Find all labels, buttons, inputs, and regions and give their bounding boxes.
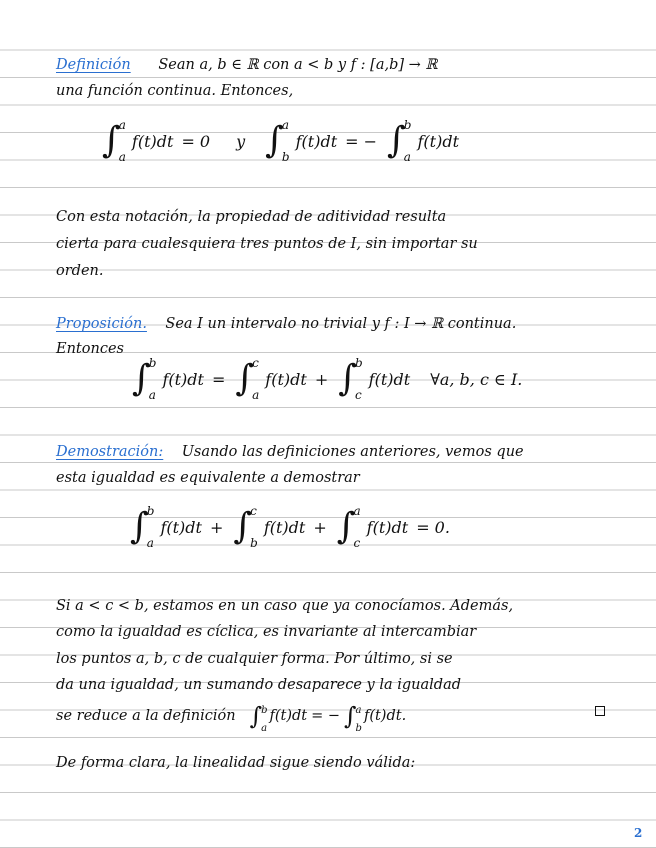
demostracion-equation (128, 504, 458, 550)
integrand-p3: f(t)dt (368, 369, 411, 389)
demostracion-line-2: esta igualdad es equivalente a demostrar (56, 470, 360, 486)
inline-integral-2: ∫ a b (344, 702, 362, 734)
equals-sign: = (211, 369, 226, 389)
integrand-p1: f(t)dt (162, 369, 204, 389)
inline-integrand-2: f(t)dt. (363, 708, 407, 724)
demostracion-line-1 (56, 443, 524, 461)
paragraph1-line-3: orden. (56, 263, 104, 279)
integrand-2: f(t)dt (295, 131, 338, 151)
proposicion-equation (130, 356, 522, 402)
inline-op: = − (311, 708, 341, 724)
definicion-equation (100, 118, 459, 164)
integral-2: ∫ a b (265, 118, 290, 164)
plus-sign: + (314, 369, 329, 389)
paragraph2-line-3: los puntos a, b, c de cualquier forma. Por último, si se (56, 651, 453, 667)
paragraph2-line-4: da una igualdad, un sumando desaparece y la igualdad (56, 677, 461, 693)
paragraph1-line-2: cierta para cualesquiera tres puntos de I, sin importar su (56, 236, 478, 252)
integral-p1: ∫ b a (132, 356, 157, 402)
integral-p3: ∫ b c (338, 356, 363, 402)
integrand-1: f(t)dt (131, 131, 174, 151)
paragraph2-line-2: como la igualdad es cíclica, es invariante al intercambiar (56, 624, 477, 640)
eq-rhs-zero: = 0. (416, 517, 450, 537)
integral-1: ∫ a a (102, 118, 126, 164)
proposicion-line-2: Entonces (56, 341, 124, 357)
integrand-d1: f(t)dt (160, 517, 202, 537)
integral-d3: ∫ a c (336, 504, 361, 550)
plus-sign-2: + (313, 517, 327, 537)
integrand-3: f(t)dt (417, 131, 459, 151)
eq-op-2: = − (345, 131, 378, 151)
integral-d1: ∫ b a (130, 504, 155, 550)
integral-d2: ∫ c b (233, 504, 258, 550)
quantifier: ∀a, b, c ∈ I. (430, 369, 523, 389)
eq-rhs-1: = 0 (181, 131, 211, 151)
plus-sign-1: + (209, 517, 224, 537)
integrand-d2: f(t)dt (263, 517, 306, 537)
page-number: 2 (634, 826, 643, 840)
paragraph1-line-1: Con esta notación, la propiedad de aditividad resulta (56, 209, 447, 225)
proposicion-line-1 (56, 315, 516, 333)
inline-integrand-1: f(t)dt (269, 708, 308, 724)
definicion-heading: Definición (56, 57, 131, 73)
definicion-line-2: una función continua. Entonces, (56, 83, 294, 99)
paragraph2-line-5 (56, 702, 407, 734)
definicion-line-1 (56, 56, 437, 74)
conjunction-y: y (236, 131, 246, 151)
paragraph2-text-5: se reduce a la definición (56, 708, 236, 724)
integral-p2: ∫ c a (235, 356, 260, 402)
paragraph2-line-1: Si a < c < b, estamos en un caso que ya conocíamos. Además, (56, 598, 514, 614)
proposicion-text-1: Sea I un intervalo no trivial y f : I → ℝ continua. (165, 316, 517, 332)
integrand-d3: f(t)dt (366, 517, 409, 537)
closing-line-1: De forma clara, la linealidad sigue siendo válida: (56, 755, 416, 771)
qed-square-icon (595, 706, 605, 716)
inline-integral-1: ∫ b a (249, 702, 268, 734)
integrand-p2: f(t)dt (265, 369, 307, 389)
demostracion-text-1: Usando las definiciones anteriores, vemos que (181, 444, 524, 460)
definicion-text-1: Sean a, b ∈ ℝ con a < b y f : [a,b] → ℝ (158, 57, 438, 73)
integral-3: ∫ b a (387, 118, 412, 164)
demostracion-heading: Demostración: (56, 444, 164, 460)
proposicion-heading: Proposición. (56, 316, 147, 332)
